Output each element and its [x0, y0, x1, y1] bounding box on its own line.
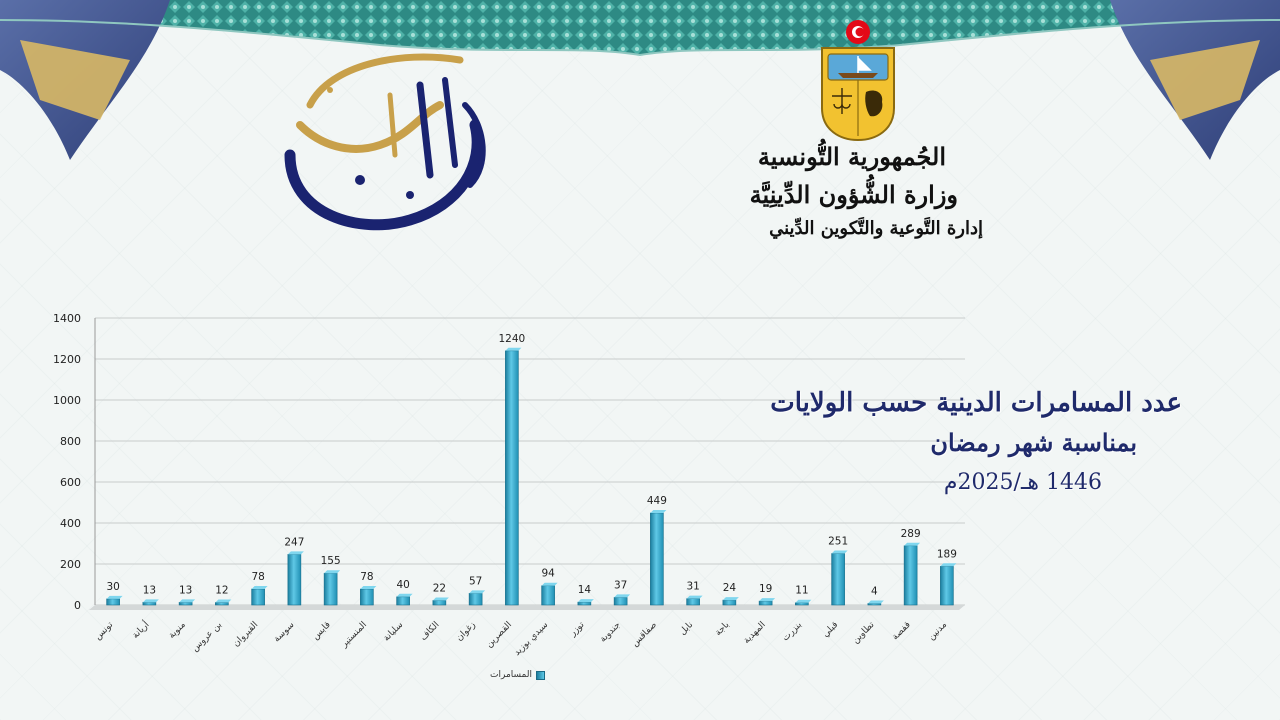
x-tick-label: نابل	[677, 620, 696, 638]
x-tick-label: قابس	[310, 620, 333, 642]
bar	[940, 566, 953, 605]
bar-top	[650, 510, 666, 513]
x-tick-label: بن عروس	[190, 620, 224, 654]
legend-label: المسامرات	[490, 670, 532, 680]
x-tick-label: سليانة	[381, 620, 406, 644]
data-label: 13	[178, 584, 193, 597]
x-tick-label: قفصة	[890, 620, 913, 643]
ramadan-kareem-logo	[270, 45, 510, 240]
bar-top	[252, 586, 268, 589]
data-label: 155	[320, 555, 341, 568]
bar-top	[542, 583, 558, 586]
x-axis-floor	[89, 605, 965, 610]
ramadan-kareem-calligraphy-icon	[270, 45, 510, 240]
bar-top	[904, 543, 920, 546]
x-tick-label: أريانة	[130, 620, 152, 641]
bar-top	[324, 570, 340, 573]
bar	[723, 600, 736, 605]
x-tick-label: بنزرت	[780, 620, 804, 644]
data-label: 12	[215, 584, 229, 597]
data-label: 13	[142, 584, 157, 597]
bar	[614, 597, 627, 605]
bar	[433, 600, 446, 605]
bar-top	[868, 601, 884, 604]
department-name: إدارة التَّوعية والتَّكوين الدِّيني	[769, 218, 983, 239]
bar-top	[723, 597, 739, 600]
y-tick-label: 1200	[53, 353, 81, 366]
bar-top	[832, 551, 848, 554]
bar	[324, 573, 337, 605]
data-label: 78	[251, 571, 265, 584]
bar	[143, 602, 156, 605]
data-label: 94	[541, 567, 555, 580]
chart-subtitle: بمناسبة شهر رمضان	[930, 428, 1137, 457]
bar-chart	[0, 300, 1280, 700]
x-tick-label: المهدية	[741, 620, 768, 646]
bar	[252, 589, 265, 605]
bar	[832, 554, 845, 605]
bar-top	[107, 596, 123, 599]
data-label: 78	[360, 571, 374, 584]
chart-date: 1446 هـ/2025م	[943, 470, 1102, 495]
bar-top	[397, 594, 413, 597]
bar-top	[360, 586, 376, 589]
chart-legend	[490, 670, 545, 680]
x-tick-label: المنستير	[339, 620, 369, 650]
bar	[179, 602, 192, 605]
bar	[542, 586, 555, 605]
data-label: 24	[722, 582, 737, 595]
bar-top	[614, 594, 630, 597]
x-tick-label: زغوان	[454, 620, 478, 644]
bar-top	[687, 596, 703, 599]
bar-top	[288, 551, 304, 554]
data-label: 251	[828, 535, 849, 548]
x-tick-label: القيروان	[231, 620, 261, 649]
bar	[868, 604, 881, 606]
data-label: 19	[758, 583, 773, 596]
y-tick-label: 200	[60, 558, 81, 571]
y-tick-label: 1000	[53, 394, 81, 407]
bar	[795, 603, 808, 605]
x-tick-label: سوسة	[272, 620, 297, 645]
bar	[288, 554, 301, 605]
data-label: 11	[795, 584, 809, 597]
data-label: 40	[396, 578, 410, 591]
y-tick-label: 400	[60, 517, 81, 530]
data-label: 247	[284, 536, 305, 549]
bar-top	[578, 599, 594, 602]
data-label: 31	[686, 580, 700, 593]
data-label: 22	[432, 582, 447, 595]
x-tick-label: سيدي بوزيد	[512, 620, 551, 658]
x-tick-label: الكاف	[418, 620, 442, 643]
bar	[469, 593, 482, 605]
data-label: 189	[936, 548, 957, 561]
bar	[360, 589, 373, 605]
bar	[578, 602, 591, 605]
x-tick-label: تونس	[93, 620, 116, 643]
data-label: 30	[106, 580, 120, 593]
legend-swatch	[536, 671, 545, 680]
bar-top	[215, 600, 231, 603]
bar-top	[505, 348, 521, 351]
data-label: 289	[900, 527, 921, 540]
bar-top	[795, 600, 811, 603]
bar-top	[143, 599, 159, 602]
bar	[107, 599, 120, 605]
data-label: 449	[646, 494, 667, 507]
bar-top	[433, 597, 449, 600]
y-tick-label: 0	[74, 599, 81, 612]
x-tick-label: توزر	[568, 620, 587, 639]
data-label: 14	[577, 584, 592, 597]
x-tick-label: تطاوين	[850, 620, 877, 646]
decorative-header-band	[0, 0, 1280, 175]
x-tick-label: جندوبة	[598, 620, 623, 645]
republic-name: الجُمهورية التُّونسية	[757, 142, 946, 171]
bar	[505, 351, 518, 605]
chart-title: عدد المسامرات الدينية حسب الولايات	[770, 388, 1182, 418]
y-tick-label: 1400	[53, 312, 81, 325]
tunisia-coat-of-arms-icon	[818, 18, 898, 142]
bar	[904, 546, 917, 605]
bar	[759, 601, 772, 605]
y-tick-label: 600	[60, 476, 81, 489]
y-tick-label: 800	[60, 435, 81, 448]
data-label: 37	[613, 579, 628, 592]
bar	[687, 599, 700, 605]
bar-top	[469, 590, 485, 593]
x-tick-label: مدنين	[926, 620, 949, 643]
x-tick-label: قبلي	[820, 620, 841, 640]
data-label: 57	[468, 575, 483, 588]
bar-top	[759, 598, 775, 601]
ministry-name: وزارة الشُّؤون الدِّينِيَّة	[749, 180, 958, 209]
x-tick-label: صفاقس	[630, 620, 659, 649]
x-tick-label: القصرين	[484, 620, 514, 650]
bar	[397, 597, 410, 605]
bar	[650, 513, 663, 605]
data-label: 4	[871, 585, 878, 598]
bar-top	[179, 599, 195, 602]
x-tick-label: منوبة	[166, 620, 188, 641]
bar	[215, 603, 228, 605]
x-tick-label: باجة	[713, 620, 732, 639]
data-label: 1240	[498, 332, 526, 345]
